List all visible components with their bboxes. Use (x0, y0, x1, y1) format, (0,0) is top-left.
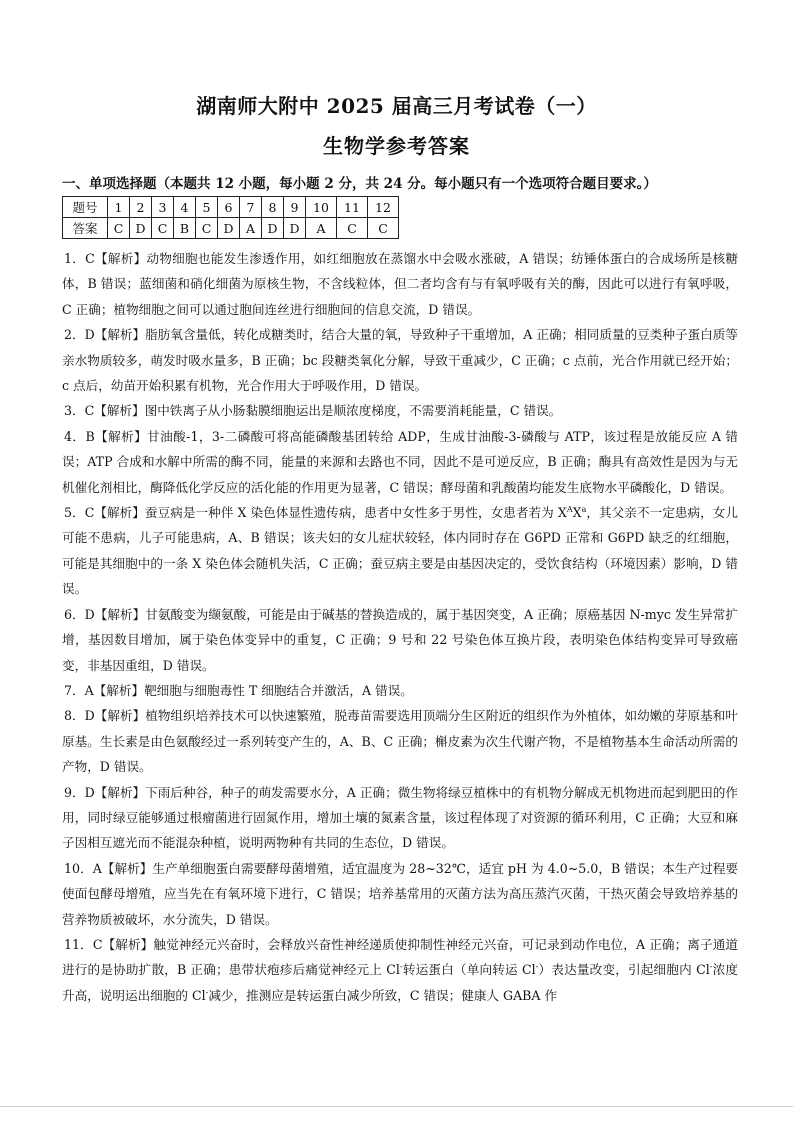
explanation-11-part: 减少，推测应是转运蛋白减少所致，C 错误；健康人 GABA 作 (208, 987, 558, 1003)
explanation-5 (62, 500, 738, 602)
explanation-list (62, 246, 738, 1008)
explanation-10: 10．A【解析】生产单细胞蛋白需要酵母菌增殖，适宜温度为 28~32℃，适宜 pH 为 4.0~5.0，B 错误；本生产过程要使面包酵母增殖，应当先在有氧环境下进行，C 错误；培养基常用的灭菌方法为高压蒸汽灭菌，干热灭菌会导致培养基的营养物质被破坏，水分流失，D 错误。 (62, 860, 738, 927)
explanation-9: 9．D【解析】下雨后种谷，种子的萌发需要水分，A 正确；微生物将绿豆植株中的有机物分解成无机物进而起到肥田的作用，同时绿豆能够通过根瘤菌进行固氮作用，增加土壤的氮素含量，该过程体现了对资源的循环利用，C 正确；大豆和麻子因相互遮光而不能混杂种植，说明两物种有共同的生态位，D 错误。 (62, 784, 738, 851)
answer-cell: C (196, 218, 218, 239)
page-subtitle: 生物学参考答案 (323, 134, 470, 158)
question-number: 7 (240, 197, 262, 218)
question-number: 2 (130, 197, 152, 218)
page-title: 湖南师大附中 2025 届高三月考试卷（一） (196, 94, 597, 118)
explanation-5-part: 5．C【解析】蚕豆病是一种伴 X 染色体显性遗传病，患者中女性多于男性，女患者若为 X (64, 505, 567, 521)
question-number: 12 (368, 197, 399, 218)
explanation-11-part: 浓度升高，说明运出细胞的 Cl (62, 962, 738, 1003)
question-number: 6 (218, 197, 240, 218)
answer-cell: D (262, 218, 284, 239)
superscript: - (399, 962, 403, 972)
answer-cell: C (337, 218, 368, 239)
explanation-1: 1．C【解析】动物细胞也能发生渗透作用，如红细胞放在蒸馏水中会吸水涨破，A 错误；纺锤体蛋白的合成场所是核糖体，B 错误；蓝细菌和硝化细菌为原核生物，不含线粒体，但二者均含有与有氧呼吸有关的酶，因此可以进行有氧呼吸，C 正确；植物细胞之间可以通过胞间连丝进行细胞间的信息交流，D 错误。 (62, 251, 738, 317)
superscript: - (709, 962, 713, 972)
superscript: A (566, 504, 573, 514)
page-divider (0, 1106, 793, 1107)
superscript: a (581, 504, 587, 514)
question-number: 11 (337, 197, 368, 218)
explanation-11 (62, 932, 738, 1008)
answer-cell: D (218, 218, 240, 239)
answer-table-number-row (63, 197, 399, 218)
explanation-5-part: X (572, 505, 582, 521)
superscript: - (205, 987, 209, 997)
answer-cell: B (174, 218, 196, 239)
question-number: 9 (284, 197, 306, 218)
explanation-8: 8．D【解析】植物组织培养技术可以快速繁殖，脱毒苗需要选用顶端分生区附近的组织作为外植体，如幼嫩的芽原基和叶原基。生长素是由色氨酸经过一系列转变产生的，A、B、C 正确；槲皮素为次生代谢产物，不是植物基本生命活动所需的产物，D 错误。 (62, 708, 738, 775)
question-number: 1 (108, 197, 130, 218)
row-header-answers: 答案 (63, 218, 108, 239)
section-heading: 一、单项选择题（本题共 12 小题，每小题 2 分，共 24 分。每小题只有一个选项符合题目要求。） (62, 176, 657, 192)
answer-cell: C (152, 218, 174, 239)
answer-table (62, 196, 399, 239)
question-number: 5 (196, 197, 218, 218)
explanation-3: 3．C【解析】图中铁离子从小肠黏膜细胞运出是顺浓度梯度，不需要消耗能量，C 错误。 (64, 403, 562, 419)
explanation-2: 2．D【解析】脂肪氧含量低，转化成糖类时，结合大量的氧，导致种子干重增加，A 正确；相同质量的豆类种子蛋白质等亲水物质较多，萌发时吸水量多，B 正确；bc 段糖类氧化分解，导致干重减少，C 正确；c 点前，光合作用就已经开始；c 点后，幼苗开始积累有机物，光合作用大于呼吸作用，D 错误。 (62, 327, 738, 394)
explanation-4: 4．B【解析】甘油酸-1，3-二磷酸可将高能磷酸基团转给 ADP，生成甘油酸-3-磷酸与 ATP，该过程是放能反应 A 错误；ATP 合成和水解中所需的酶不同，能量的来源和去路也不同，因此不是可逆反应，B 正确；酶具有高效性是因为与无机催化剂相比，酶降低化学反应的活化能的作用更为显著，C 错误；酵母菌和乳酸菌均能发生底物水平磷酸化，D 错误。 (62, 428, 738, 495)
answer-cell: A (306, 218, 337, 239)
answer-table-answer-row (63, 218, 399, 239)
explanation-11-part: 转运蛋白（单向转运 Cl (402, 962, 536, 978)
question-number: 10 (306, 197, 337, 218)
question-number: 4 (174, 197, 196, 218)
answer-cell: A (240, 218, 262, 239)
explanation-6: 6．D【解析】甘氨酸变为缬氨酸，可能是由于碱基的替换造成的，属于基因突变，A 正确；原癌基因 N-myc 发生异常扩增，基因数目增加，属于染色体变异中的重复，C 正确；9 号和 22 号染色体互换片段，表明染色体结构变异可导致癌变，非基因重组，D 错误。 (62, 606, 738, 673)
answer-cell: C (108, 218, 130, 239)
answer-cell: C (368, 218, 399, 239)
question-number: 3 (152, 197, 174, 218)
answer-cell: D (130, 218, 152, 239)
explanation-11-part: ）表达量改变，引起细胞内 Cl (538, 962, 710, 978)
row-header-numbers: 题号 (63, 197, 108, 218)
explanation-11-part: 11．C【解析】触觉神经元兴奋时，会释放兴奋性神经递质使抑制性神经元兴奋，可记录到动作电位，A 正确；离子通道进行的是协助扩散，B 正确；患带状疱疹后痛觉神经元上 Cl (62, 936, 738, 978)
explanation-5-part: ，其父亲不一定患病，女儿可能不患病，儿子可能患病，A、B 错误；该夫妇的女儿症状较轻，体内同时存在 G6PD 正常和 G6PD 缺乏的红细胞，可能是其细胞中的一条 X 染色体会随机失活，C 正确；蚕豆病主要是由基因决定的，受饮食结构（环境因素）影响，D 错误。 (62, 505, 739, 597)
answer-cell: D (284, 218, 306, 239)
superscript: - (535, 962, 539, 972)
explanation-7: 7．A【解析】靶细胞与细胞毒性 T 细胞结合并激活，A 错误。 (64, 682, 413, 698)
question-number: 8 (262, 197, 284, 218)
